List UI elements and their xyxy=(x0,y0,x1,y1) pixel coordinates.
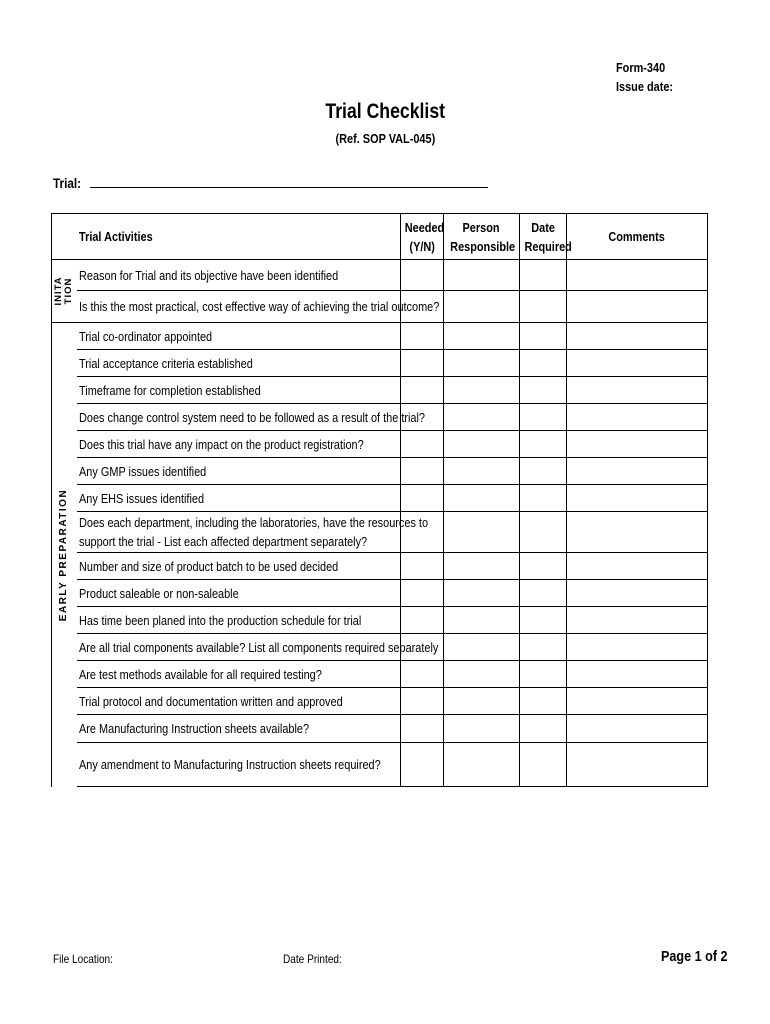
column-header-needed: Needed (Y/N) xyxy=(401,214,444,260)
table-row xyxy=(52,404,708,431)
needed-cell[interactable] xyxy=(401,715,444,743)
needed-cell[interactable] xyxy=(401,323,444,350)
person-cell[interactable] xyxy=(444,580,520,607)
date-cell[interactable] xyxy=(520,688,567,715)
activity-cell: Product saleable or non-saleable xyxy=(77,580,401,607)
column-header-comments: Comments xyxy=(567,214,708,260)
table-header-row xyxy=(52,214,708,260)
date-cell[interactable] xyxy=(520,607,567,634)
activity-cell: Reason for Trial and its objective have been identified xyxy=(77,260,401,291)
column-header-activities: Trial Activities xyxy=(77,214,401,260)
date-cell[interactable] xyxy=(520,377,567,404)
issue-date-label: Issue date: xyxy=(616,79,674,94)
date-cell[interactable] xyxy=(520,404,567,431)
section-header-cell xyxy=(52,214,77,260)
date-cell[interactable] xyxy=(520,512,567,553)
date-cell[interactable] xyxy=(520,553,567,580)
date-cell[interactable] xyxy=(520,350,567,377)
table-row xyxy=(52,291,708,323)
activity-cell: Are all trial components available? List all components required separately xyxy=(77,634,401,661)
page-number: Page 1 of 2 xyxy=(661,948,728,965)
file-location-label: File Location: xyxy=(53,952,113,966)
person-cell[interactable] xyxy=(444,350,520,377)
date-cell[interactable] xyxy=(520,634,567,661)
person-cell[interactable] xyxy=(444,404,520,431)
table-row xyxy=(52,377,708,404)
person-cell[interactable] xyxy=(444,377,520,404)
comments-cell[interactable] xyxy=(567,431,708,458)
section-initiation xyxy=(52,260,77,323)
needed-cell[interactable] xyxy=(401,743,444,787)
column-header-date: Date Required xyxy=(520,214,567,260)
comments-cell[interactable] xyxy=(567,743,708,787)
table-row xyxy=(52,743,708,787)
date-cell[interactable] xyxy=(520,743,567,787)
activity-cell: Any amendment to Manufacturing Instruction sheets required? xyxy=(77,743,401,787)
activity-cell: Trial acceptance criteria established xyxy=(77,350,401,377)
comments-cell[interactable] xyxy=(567,485,708,512)
comments-cell[interactable] xyxy=(567,404,708,431)
form-code: Form-340 xyxy=(616,60,666,75)
section-early-preparation xyxy=(52,323,77,787)
activity-cell: Trial protocol and documentation written and approved xyxy=(77,688,401,715)
section-initiation-label: INITA TION xyxy=(53,276,75,306)
activity-cell: Does this trial have any impact on the product registration? xyxy=(77,431,401,458)
date-printed-label: Date Printed: xyxy=(283,952,342,966)
comments-cell[interactable] xyxy=(567,580,708,607)
date-cell[interactable] xyxy=(520,260,567,291)
person-cell[interactable] xyxy=(444,291,520,323)
date-cell[interactable] xyxy=(520,715,567,743)
needed-cell[interactable] xyxy=(401,688,444,715)
comments-cell[interactable] xyxy=(567,634,708,661)
activity-cell: Does each department, including the laboratories, have the resources to support the trial - List each affected department separately? xyxy=(77,512,401,553)
person-cell[interactable] xyxy=(444,743,520,787)
table-row xyxy=(52,323,708,350)
comments-cell[interactable] xyxy=(567,458,708,485)
activity-cell: Are test methods available for all required testing? xyxy=(77,661,401,688)
activity-cell: Is this the most practical, cost effective way of achieving the trial outcome? xyxy=(77,291,401,323)
comments-cell[interactable] xyxy=(567,553,708,580)
table-row xyxy=(52,553,708,580)
person-cell[interactable] xyxy=(444,458,520,485)
section-early-preparation-label: EARLY PREPARATION xyxy=(58,488,70,621)
comments-cell[interactable] xyxy=(567,688,708,715)
person-cell[interactable] xyxy=(444,260,520,291)
comments-cell[interactable] xyxy=(567,291,708,323)
person-cell[interactable] xyxy=(444,688,520,715)
table-row xyxy=(52,512,708,553)
activity-cell: Timeframe for completion established xyxy=(77,377,401,404)
column-header-person: Person Responsible xyxy=(444,214,520,260)
needed-cell[interactable] xyxy=(401,485,444,512)
table-row xyxy=(52,260,708,291)
table-row xyxy=(52,431,708,458)
activity-cell: Trial co-ordinator appointed xyxy=(77,323,401,350)
trial-label: Trial: xyxy=(53,175,82,191)
table-row xyxy=(52,485,708,512)
table-row xyxy=(52,458,708,485)
activity-cell: Number and size of product batch to be used decided xyxy=(77,553,401,580)
table-row xyxy=(52,580,708,607)
trial-blank-line[interactable] xyxy=(90,173,488,188)
activity-cell: Does change control system need to be followed as a result of the trial? xyxy=(77,404,401,431)
person-cell[interactable] xyxy=(444,661,520,688)
table-row xyxy=(52,715,708,743)
date-cell[interactable] xyxy=(520,485,567,512)
person-cell[interactable] xyxy=(444,553,520,580)
needed-cell[interactable] xyxy=(401,458,444,485)
page-title: Trial Checklist xyxy=(325,100,445,123)
comments-cell[interactable] xyxy=(567,377,708,404)
comments-cell[interactable] xyxy=(567,715,708,743)
date-cell[interactable] xyxy=(520,661,567,688)
activity-cell: Any GMP issues identified xyxy=(77,458,401,485)
comments-cell[interactable] xyxy=(567,661,708,688)
comments-cell[interactable] xyxy=(567,512,708,553)
activity-cell: Has time been planed into the production schedule for trial xyxy=(77,607,401,634)
comments-cell[interactable] xyxy=(567,607,708,634)
person-cell[interactable] xyxy=(444,715,520,743)
table-row xyxy=(52,661,708,688)
table-row xyxy=(52,607,708,634)
person-cell[interactable] xyxy=(444,485,520,512)
needed-cell[interactable] xyxy=(401,580,444,607)
trial-field[interactable] xyxy=(53,173,488,191)
activity-cell: Are Manufacturing Instruction sheets available? xyxy=(77,715,401,743)
table-row xyxy=(52,688,708,715)
person-cell[interactable] xyxy=(444,431,520,458)
comments-cell[interactable] xyxy=(567,350,708,377)
person-cell[interactable] xyxy=(444,323,520,350)
date-cell[interactable] xyxy=(520,323,567,350)
table-row xyxy=(52,350,708,377)
date-cell[interactable] xyxy=(520,458,567,485)
date-cell[interactable] xyxy=(520,580,567,607)
sop-reference: (Ref. SOP VAL-045) xyxy=(335,131,435,146)
checklist-table xyxy=(51,213,708,787)
comments-cell[interactable] xyxy=(567,323,708,350)
needed-cell[interactable] xyxy=(401,553,444,580)
needed-cell[interactable] xyxy=(401,350,444,377)
table-row xyxy=(52,634,708,661)
needed-cell[interactable] xyxy=(401,661,444,688)
needed-cell[interactable] xyxy=(401,377,444,404)
date-cell[interactable] xyxy=(520,291,567,323)
needed-cell[interactable] xyxy=(401,431,444,458)
needed-cell[interactable] xyxy=(401,260,444,291)
person-cell[interactable] xyxy=(444,512,520,553)
activity-cell: Any EHS issues identified xyxy=(77,485,401,512)
date-cell[interactable] xyxy=(520,431,567,458)
person-cell[interactable] xyxy=(444,634,520,661)
comments-cell[interactable] xyxy=(567,260,708,291)
person-cell[interactable] xyxy=(444,607,520,634)
needed-cell[interactable] xyxy=(401,607,444,634)
